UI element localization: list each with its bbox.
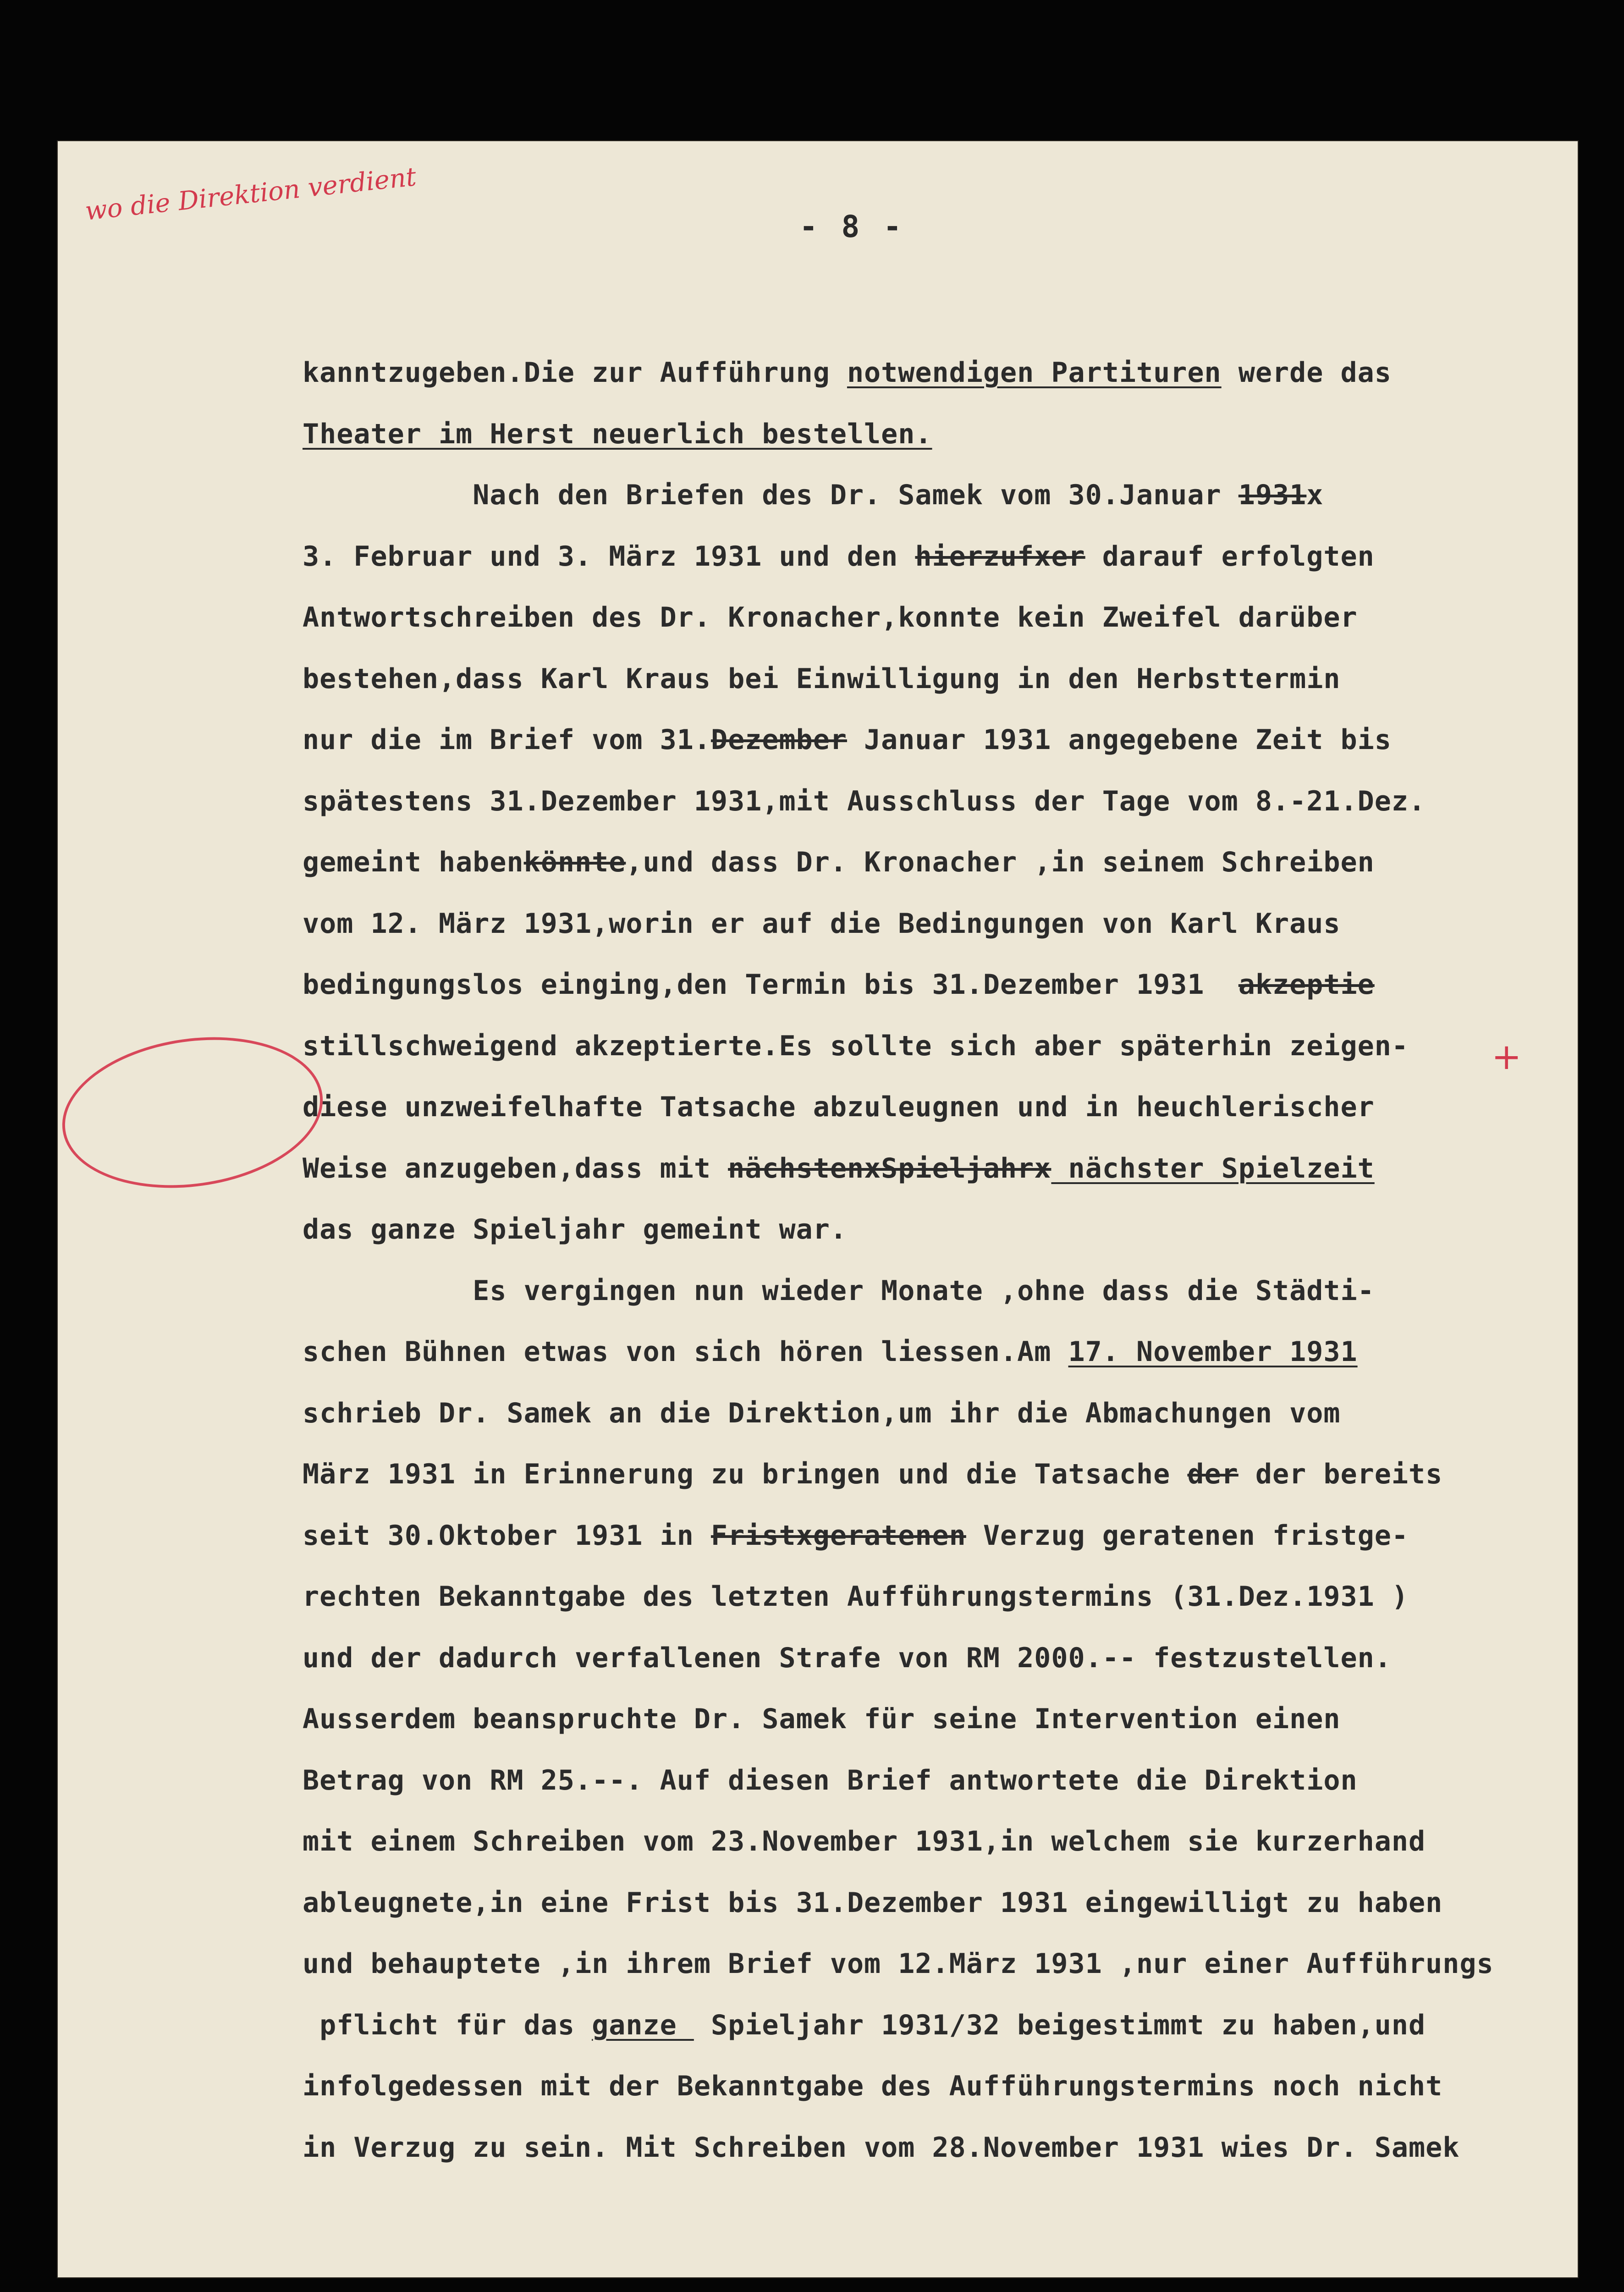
text-segment: darauf erfolgten: [1085, 540, 1375, 573]
text-segment: stillschweigend akzeptierte.Es sollte sich aber späterhin zeigen-: [303, 1030, 1409, 1062]
text-segment: das ganze Spieljahr gemeint war.: [303, 1213, 847, 1245]
struck-text: 1931: [1238, 479, 1307, 511]
text-line: [303, 1092, 1375, 1122]
text-segment: werde das: [1221, 357, 1392, 389]
text-segment: Ausserdem beanspruchte Dr. Samek für seine Intervention einen: [303, 1703, 1341, 1735]
text-line: [303, 1888, 1442, 1918]
text-segment: spätestens 31.Dezember 1931,mit Ausschluss der Tage vom 8.-21.Dez.: [303, 785, 1426, 817]
text-segment: 3. Februar und 3. März 1931 und den: [303, 540, 915, 573]
margin-note-handwriting: wo die Direktion verdient: [83, 162, 418, 226]
insertion-mark-icon: +: [1492, 1036, 1522, 1078]
text-line: [303, 847, 1375, 877]
text-line: [303, 541, 1375, 572]
body-text: [57, 140, 1579, 2278]
text-line: [303, 1949, 1494, 1979]
underlined-text: notwendigen Partituren: [847, 357, 1222, 389]
text-segment: x: [1306, 479, 1324, 511]
text-line: [303, 1826, 1426, 1857]
text-line: [303, 664, 1341, 694]
text-segment: rechten Bekanntgabe des letzten Aufführungstermins (31.Dez.1931 ): [303, 1581, 1409, 1613]
underlined-text: 17. November 1931: [1068, 1336, 1358, 1368]
text-segment: kanntzugeben.Die zur Aufführung: [303, 357, 847, 389]
text-line: [303, 1337, 1358, 1367]
typewritten-page: [57, 140, 1579, 2278]
underlined-text: Theater im Herst neuerlich bestellen.: [303, 418, 932, 450]
text-segment: Antwortschreiben des Dr. Kronacher,konnte kein Zweifel darüber: [303, 601, 1358, 634]
underlined-text: nächster Spielzeit: [1051, 1152, 1375, 1185]
text-line: [303, 2010, 1426, 2040]
text-line: [303, 1704, 1341, 1734]
text-line: [303, 725, 1392, 755]
text-line: [303, 1581, 1409, 1612]
text-segment: ,und dass Dr. Kronacher ,in seinem Schreiben: [626, 846, 1375, 878]
text-segment: der bereits: [1238, 1458, 1443, 1490]
text-line: [303, 1398, 1341, 1428]
text-line: [303, 2132, 1459, 2163]
text-segment: Nach den Briefen des Dr. Samek vom 30.Januar: [303, 479, 1239, 511]
text-line: [303, 358, 1392, 388]
text-line: [303, 602, 1358, 633]
text-segment: schen Bühnen etwas von sich hören liessen.Am: [303, 1336, 1068, 1368]
text-segment: schrieb Dr. Samek an die Direktion,um ihr die Abmachungen vom: [303, 1397, 1341, 1429]
struck-text: könnte: [523, 846, 626, 878]
text-line: [303, 1276, 1375, 1306]
text-segment: Betrag von RM 25.--. Auf diesen Brief antwortete die Direktion: [303, 1764, 1358, 1796]
text-line: [303, 909, 1341, 939]
struck-text: Dezember: [710, 724, 847, 756]
text-segment: vom 12. März 1931,worin er auf die Bedingungen von Karl Kraus: [303, 907, 1341, 940]
text-line: [303, 1214, 847, 1245]
text-segment: März 1931 in Erinnerung zu bringen und die Tatsache: [303, 1458, 1188, 1490]
text-line: [303, 1153, 1375, 1184]
text-segment: gemeint haben: [303, 846, 524, 878]
text-line: [303, 1643, 1392, 1673]
text-segment: und behauptete ,in ihrem Brief vom 12.März 1931 ,nur einer Aufführungs: [303, 1948, 1494, 1980]
struck-text: der: [1187, 1458, 1239, 1490]
text-segment: Verzug geratenen fristge-: [966, 1519, 1409, 1552]
text-segment: diese unzweifelhafte Tatsache abzuleugnen und in heuchlerischer: [303, 1091, 1375, 1123]
text-segment: bedingungslos einging,den Termin bis 31.Dezember 1931: [303, 969, 1239, 1001]
text-segment: in Verzug zu sein. Mit Schreiben vom 28.November 1931 wies Dr. Samek: [303, 2131, 1460, 2164]
text-line: [303, 2071, 1442, 2101]
text-segment: pflicht für das: [303, 2009, 592, 2041]
text-segment: Weise anzugeben,dass mit: [303, 1152, 728, 1185]
text-line: [303, 419, 932, 449]
struck-text: akzeptie: [1238, 969, 1375, 1001]
struck-text: Fristxgeratenen: [710, 1519, 966, 1552]
text-segment: nur die im Brief vom 31.: [303, 724, 711, 756]
text-segment: Spieljahr 1931/32 beigestimmt zu haben,und: [694, 2009, 1426, 2041]
text-segment: Januar 1931 angegebene Zeit bis: [847, 724, 1392, 756]
text-line: [303, 1031, 1409, 1061]
underlined-text: ganze: [592, 2009, 694, 2041]
text-line: [303, 970, 1375, 1000]
text-segment: Es vergingen nun wieder Monate ,ohne dass die Städti-: [303, 1274, 1375, 1307]
text-segment: seit 30.Oktober 1931 in: [303, 1519, 711, 1552]
struck-text: hierzufxer: [915, 540, 1085, 573]
struck-text: nächstenxSpieljahrx: [728, 1152, 1051, 1185]
text-line: [303, 786, 1426, 816]
text-segment: mit einem Schreiben vom 23.November 1931,in welchem sie kurzerhand: [303, 1825, 1426, 1857]
text-segment: ableugnete,in eine Frist bis 31.Dezember 1931 eingewilligt zu haben: [303, 1886, 1443, 1919]
text-segment: infolgedessen mit der Bekanntgabe des Aufführungstermins noch nicht: [303, 2070, 1443, 2102]
text-line: [303, 1459, 1442, 1489]
text-segment: und der dadurch verfallenen Strafe von RM 2000.-- festzustellen.: [303, 1642, 1392, 1674]
page-number: - 8 -: [799, 209, 904, 244]
text-line: [303, 1521, 1409, 1551]
text-segment: bestehen,dass Karl Kraus bei Einwilligung in den Herbsttermin: [303, 662, 1341, 695]
text-line: [303, 1765, 1358, 1796]
text-line: [303, 480, 1323, 510]
